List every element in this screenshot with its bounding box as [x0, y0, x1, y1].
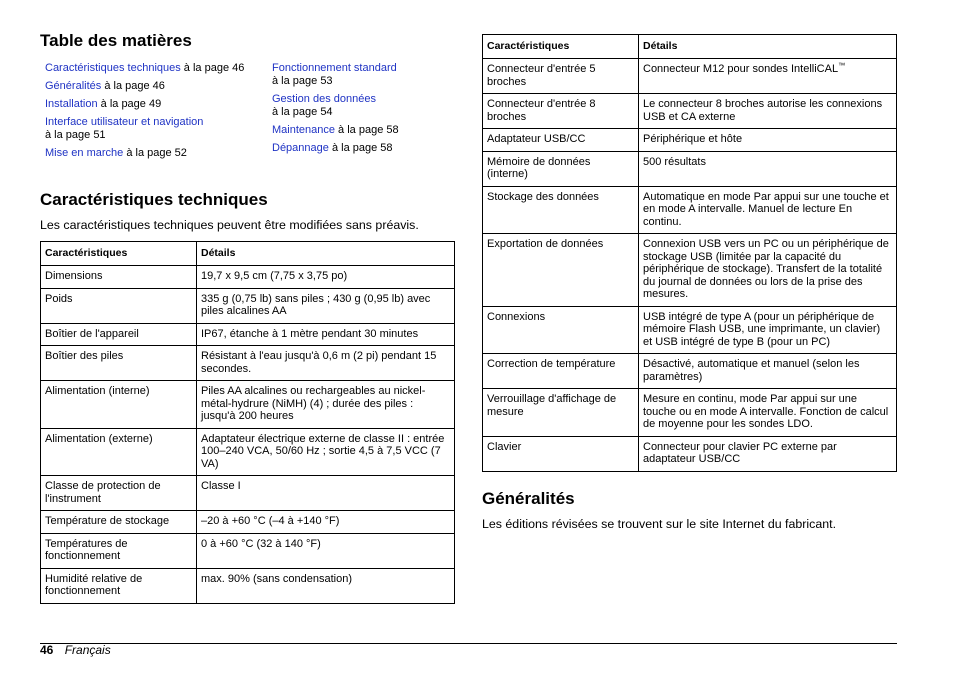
spec-key: Adaptateur USB/CC	[483, 129, 639, 152]
spec-key: Humidité relative de fonctionnement	[41, 568, 197, 603]
spec-key: Dimensions	[41, 266, 197, 289]
toc-link[interactable]: Interface utilisateur et navigation	[45, 116, 204, 128]
spec-key: Alimentation (interne)	[41, 381, 197, 429]
table-row	[41, 266, 455, 289]
toc-link[interactable]: Maintenance	[272, 124, 335, 136]
toc-column-1	[45, 62, 265, 165]
toc-page: à la page 58	[335, 124, 399, 136]
spec-key: Verrouillage d'affichage de mesure	[483, 389, 639, 437]
spec-key: Poids	[41, 288, 197, 323]
spec-key: Boîtier de l'appareil	[41, 323, 197, 346]
spec-value: Résistant à l'eau jusqu'à 0,6 m (2 pi) pendant 15 secondes.	[197, 346, 455, 381]
page-number: 46	[40, 643, 54, 657]
spec-key: Connecteur d'entrée 8 broches	[483, 94, 639, 129]
toc-page: à la page 46	[180, 62, 245, 74]
trademark-symbol: ™	[838, 62, 846, 70]
specs-intro: Les caractéristiques techniques peuvent être modifiées sans préavis.	[40, 218, 419, 232]
spec-value: 19,7 x 9,5 cm (7,75 x 3,75 po)	[197, 266, 455, 289]
table-row	[41, 533, 455, 568]
spec-key: Température de stockage	[41, 511, 197, 534]
spec-key: Températures de fonctionnement	[41, 533, 197, 568]
toc-entry	[45, 98, 265, 111]
spec-value: 335 g (0,75 lb) sans piles ; 430 g (0,95 lb) avec piles alcalines AA	[197, 288, 455, 323]
toc-page: à la page 46	[101, 80, 165, 92]
spec-key: Stockage des données	[483, 186, 639, 234]
general-text: Les éditions révisées se trouvent sur le site Internet du fabricant.	[482, 516, 837, 531]
table-row	[41, 476, 455, 511]
table-row	[483, 186, 897, 234]
toc-link[interactable]: Généralités	[45, 80, 102, 92]
toc-title: Table des matières	[40, 31, 192, 50]
left-column	[40, 30, 455, 604]
spec-value: Le connecteur 8 broches autorise les connexions USB et CA externe	[639, 94, 897, 129]
toc-link[interactable]: Caractéristiques techniques	[45, 62, 181, 74]
general-title: Généralités	[482, 488, 575, 508]
header-characteristics: Caractéristiques	[41, 242, 197, 266]
toc-page: à la page 52	[123, 147, 187, 159]
header-details: Détails	[639, 35, 897, 59]
table-header-row	[41, 242, 455, 266]
toc-link[interactable]: Gestion des données	[272, 93, 376, 105]
spec-value: Automatique en mode Par appui sur une touche et en mode A intervalle. Manuel de lecture En continu.	[639, 186, 897, 234]
header-details: Détails	[197, 242, 455, 266]
table-row	[483, 354, 897, 389]
table-row	[483, 129, 897, 152]
toc-entry	[272, 124, 452, 137]
toc-entry	[272, 93, 452, 119]
header-characteristics: Caractéristiques	[483, 35, 639, 59]
toc-entry	[45, 116, 265, 142]
table-row	[483, 151, 897, 186]
table-row	[41, 346, 455, 381]
spec-key: Clavier	[483, 436, 639, 471]
spec-value: Connexion USB vers un PC ou un périphérique de stockage USB (limitée par la capacité du périphérique de stockage). Transfert de la totalité du journal de données ou lors de la prise des mesures.	[639, 234, 897, 307]
toc-page: à la page 53	[272, 75, 333, 87]
toc-entry	[45, 147, 265, 160]
spec-value: 0 à +60 °C (32 à 140 °F)	[197, 533, 455, 568]
toc-link[interactable]: Mise en marche	[45, 147, 124, 159]
spec-value: Piles AA alcalines ou rechargeables au nickel-métal-hydrure (NiMH) (4) ; durée des piles : jusqu'à 200 heures	[197, 381, 455, 429]
footer-divider	[40, 643, 897, 644]
spec-value	[639, 59, 897, 94]
spec-value: Connecteur pour clavier PC externe par adaptateur USB/CC	[639, 436, 897, 471]
spec-value: –20 à +60 °C (–4 à +140 °F)	[197, 511, 455, 534]
toc-page: à la page 49	[97, 98, 162, 110]
spec-key: Correction de température	[483, 354, 639, 389]
table-row	[41, 323, 455, 346]
spec-value: Classe I	[197, 476, 455, 511]
spec-key: Connexions	[483, 306, 639, 354]
spec-key: Classe de protection de l'instrument	[41, 476, 197, 511]
table-row	[483, 59, 897, 94]
right-column	[482, 34, 897, 532]
toc-entry	[45, 80, 265, 93]
spec-value: max. 90% (sans condensation)	[197, 568, 455, 603]
toc-page: à la page 51	[45, 129, 106, 141]
spec-key: Alimentation (externe)	[41, 428, 197, 476]
specs-table-right	[482, 34, 897, 472]
spec-key: Exportation de données	[483, 234, 639, 307]
spec-value: USB intégré de type A (pour un périphérique de mémoire Flash USB, une imprimante, un clavier) et USB intégré de type B (pour un PC)	[639, 306, 897, 354]
spec-value: Désactivé, automatique et manuel (selon les paramètres)	[639, 354, 897, 389]
toc-page: à la page 58	[328, 142, 393, 154]
specs-title: Caractéristiques techniques	[40, 190, 268, 209]
page-footer	[40, 643, 111, 657]
toc-page: à la page 54	[272, 106, 333, 118]
spec-value: Adaptateur électrique externe de classe II : entrée 100–240 VCA, 50/60 Hz ; sortie 4,5 à 7,5 VCC (7 VA)	[197, 428, 455, 476]
toc-link[interactable]: Fonctionnement standard	[272, 62, 397, 74]
spec-key: Connecteur d'entrée 5 broches	[483, 59, 639, 94]
specs-table-left	[40, 241, 455, 604]
spec-value: 500 résultats	[639, 151, 897, 186]
toc-entry	[272, 142, 452, 155]
toc-link[interactable]: Installation	[45, 98, 98, 110]
table-row	[41, 511, 455, 534]
table-row	[41, 381, 455, 429]
toc-entry	[272, 62, 452, 88]
spec-key: Boîtier des piles	[41, 346, 197, 381]
table-of-contents	[40, 62, 455, 172]
table-row	[41, 568, 455, 603]
table-row	[483, 234, 897, 307]
table-row	[483, 389, 897, 437]
table-row	[483, 436, 897, 471]
toc-entry	[45, 62, 265, 75]
table-row	[41, 288, 455, 323]
table-row	[483, 94, 897, 129]
spec-value: Périphérique et hôte	[639, 129, 897, 152]
spec-value-text: Connecteur M12 pour sondes IntelliCAL	[643, 63, 839, 75]
footer-language: Français	[64, 643, 111, 657]
table-row	[483, 306, 897, 354]
spec-value: IP67, étanche à 1 mètre pendant 30 minutes	[197, 323, 455, 346]
toc-column-2	[272, 62, 452, 160]
spec-value: Mesure en continu, mode Par appui sur une touche ou en mode A intervalle. Fonction de calcul de moyenne pour les sondes LDO.	[639, 389, 897, 437]
spec-key: Mémoire de données (interne)	[483, 151, 639, 186]
table-header-row	[483, 35, 897, 59]
table-row	[41, 428, 455, 476]
toc-link[interactable]: Dépannage	[272, 142, 329, 154]
